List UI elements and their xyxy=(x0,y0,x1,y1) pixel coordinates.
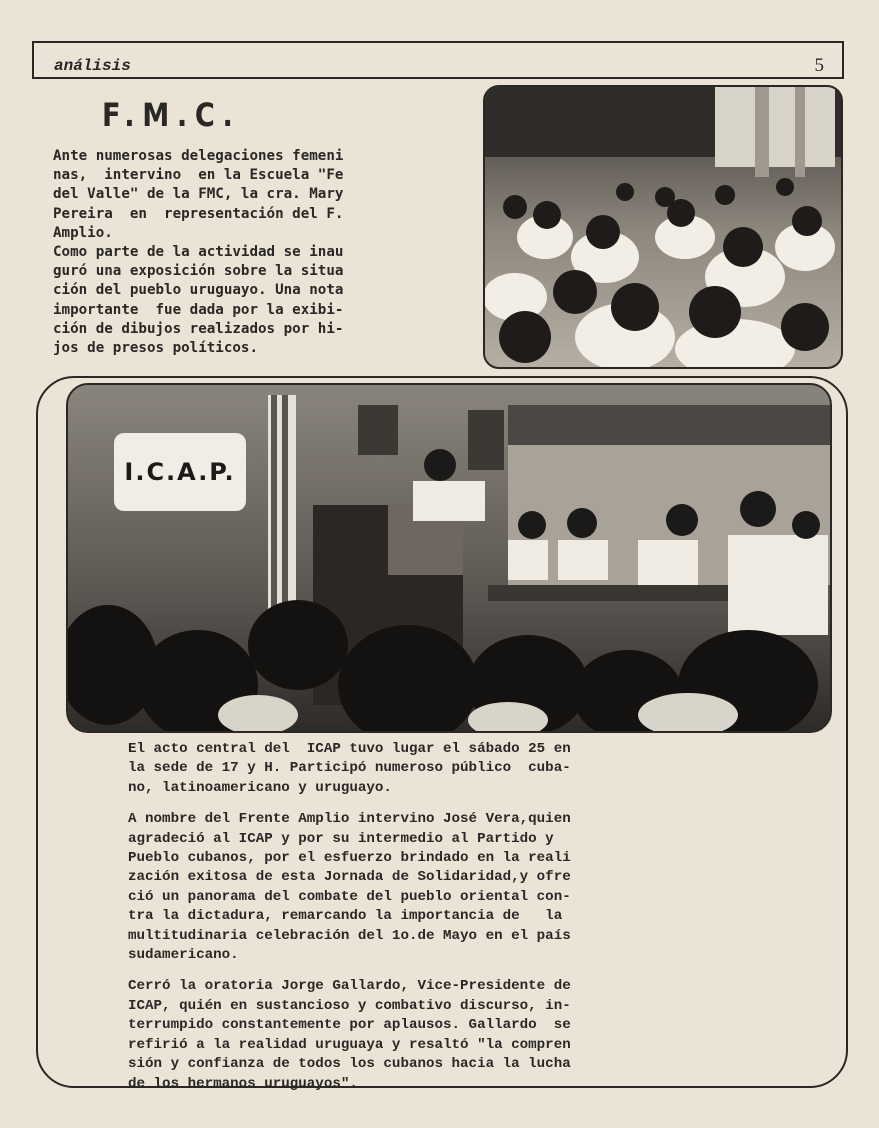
icap-event-photo xyxy=(66,383,832,733)
fmc-heading: F.M.C. xyxy=(102,96,241,134)
fmc-audience-photo xyxy=(483,85,843,369)
icap-article-text xyxy=(128,740,768,1106)
icap-paragraph-3: Cerró la oratoria Jorge Gallardo, Vice-Presidente de ICAP, quién en sustancioso y combativo discurso, in- terrumpido constantemente por aplausos. Gallardo se refirió a la realidad uruguaya y resaltó "la compren sión y confianza de todos los cubanos hacia la lucha de los hermanos uruguayos". xyxy=(128,978,571,1092)
page-number: 5 xyxy=(814,55,824,76)
page-header xyxy=(32,41,844,79)
icap-paragraph-2: A nombre del Frente Amplio intervino José Vera,quien agradeció al ICAP y por su intermedio al Partido y Pueblo cubanos, por el esfuerzo brindado en la reali zación exitosa de esta Jornada de Solidaridad,y ofre ció un panorama del combate del pueblo oriental con- tra la dictadura, remarcando la importancia de la multitudinaria celebración del 1o.de Mayo en el país sudamericano. xyxy=(128,811,571,964)
section-title: análisis xyxy=(54,57,131,75)
icap-sign: I.C.A.P. xyxy=(114,433,246,511)
flag-graphic xyxy=(268,395,296,625)
icap-paragraph-1: El acto central del ICAP tuvo lugar el sábado 25 en la sede de 17 y H. Participó numeroso público cuba- no, latinoamericano y uruguayo. xyxy=(128,741,571,796)
fmc-article-text: Ante numerosas delegaciones femeni nas, intervino en la Escuela "Fe del Valle" de la FMC, la cra. Mary Pereira en representación del F. Amplio. Como parte de la actividad se inau guró una exposición sobre la situa ción del pueblo uruguayo. Una nota importante fue dada por la exibi- ción de dibujos realizados por hi- jos de presos políticos. xyxy=(53,148,344,357)
audience-photo-graphic xyxy=(485,87,843,369)
